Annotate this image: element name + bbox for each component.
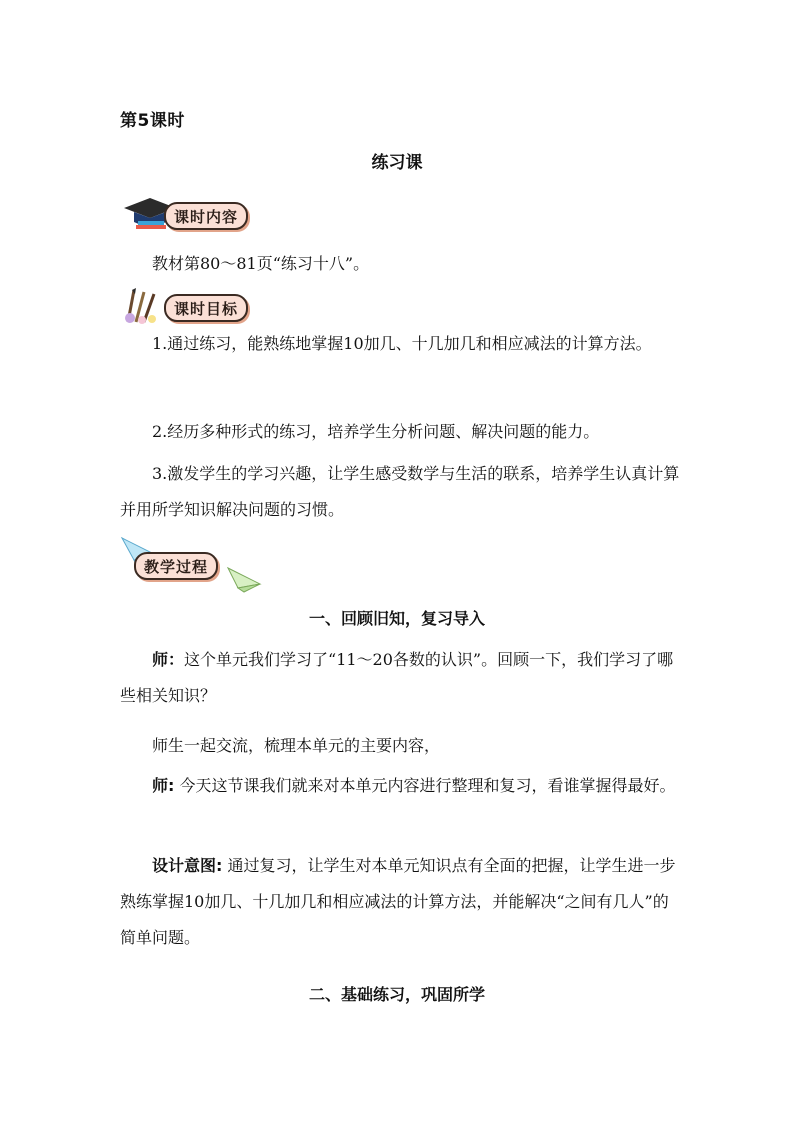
goals-banner: [120, 288, 260, 320]
design-intent-label: 设计意图:: [152, 856, 223, 875]
paragraph-text: 今天这节课我们就来对本单元内容进行整理和复习，看谁掌握得最好。: [174, 776, 676, 795]
goal-item-3: 3.激发学生的学习兴趣，让学生感受数学与生活的联系，培养学生认真计算并用所学知识解决问题的习惯。: [120, 464, 680, 519]
content-text: 教材第80～81页“练习十八”。: [152, 254, 370, 273]
section-heading-review: 一、回顾旧知，复习导入: [308, 609, 485, 628]
paragraph-discussion: 师生一起交流，梳理本单元的主要内容，: [152, 736, 441, 755]
paragraph-design-intent: [120, 848, 680, 956]
speaker-label: 师：: [152, 650, 185, 669]
content-banner: [120, 196, 260, 228]
section-heading-practice: 二、基础练习，巩固所学: [308, 985, 485, 1004]
content-banner-label: 课时内容: [164, 202, 248, 230]
paragraph-text: 这个单元我们学习了“11～20各数的认识”。回顾一下，我们学习了哪些相关知识？: [120, 650, 674, 705]
paragraph-teacher-intro: [120, 642, 680, 714]
lesson-number: 第5课时: [120, 111, 185, 131]
paragraph-teacher-review: [120, 768, 680, 804]
process-banner-label: 教学过程: [134, 552, 218, 580]
lesson-title: 练习课: [371, 153, 423, 173]
brushes-icon: [120, 288, 170, 326]
speaker-label: 师:: [152, 776, 175, 795]
goal-item-2: 2.经历多种形式的练习，培养学生分析问题、解决问题的能力。: [152, 422, 600, 441]
paragraph-text: 通过复习，让学生对本单元知识点有全面的把握，让学生进一步熟练掌握10加几、十几加几和相应减法的计算方法，并能解决“之间有几人”的简单问题。: [120, 856, 676, 947]
process-banner: [120, 538, 260, 576]
goal-item-1: 1.通过练习，能熟练地掌握10加几、十几加几和相应减法的计算方法。: [152, 334, 652, 353]
goals-banner-label: 课时目标: [164, 294, 248, 322]
